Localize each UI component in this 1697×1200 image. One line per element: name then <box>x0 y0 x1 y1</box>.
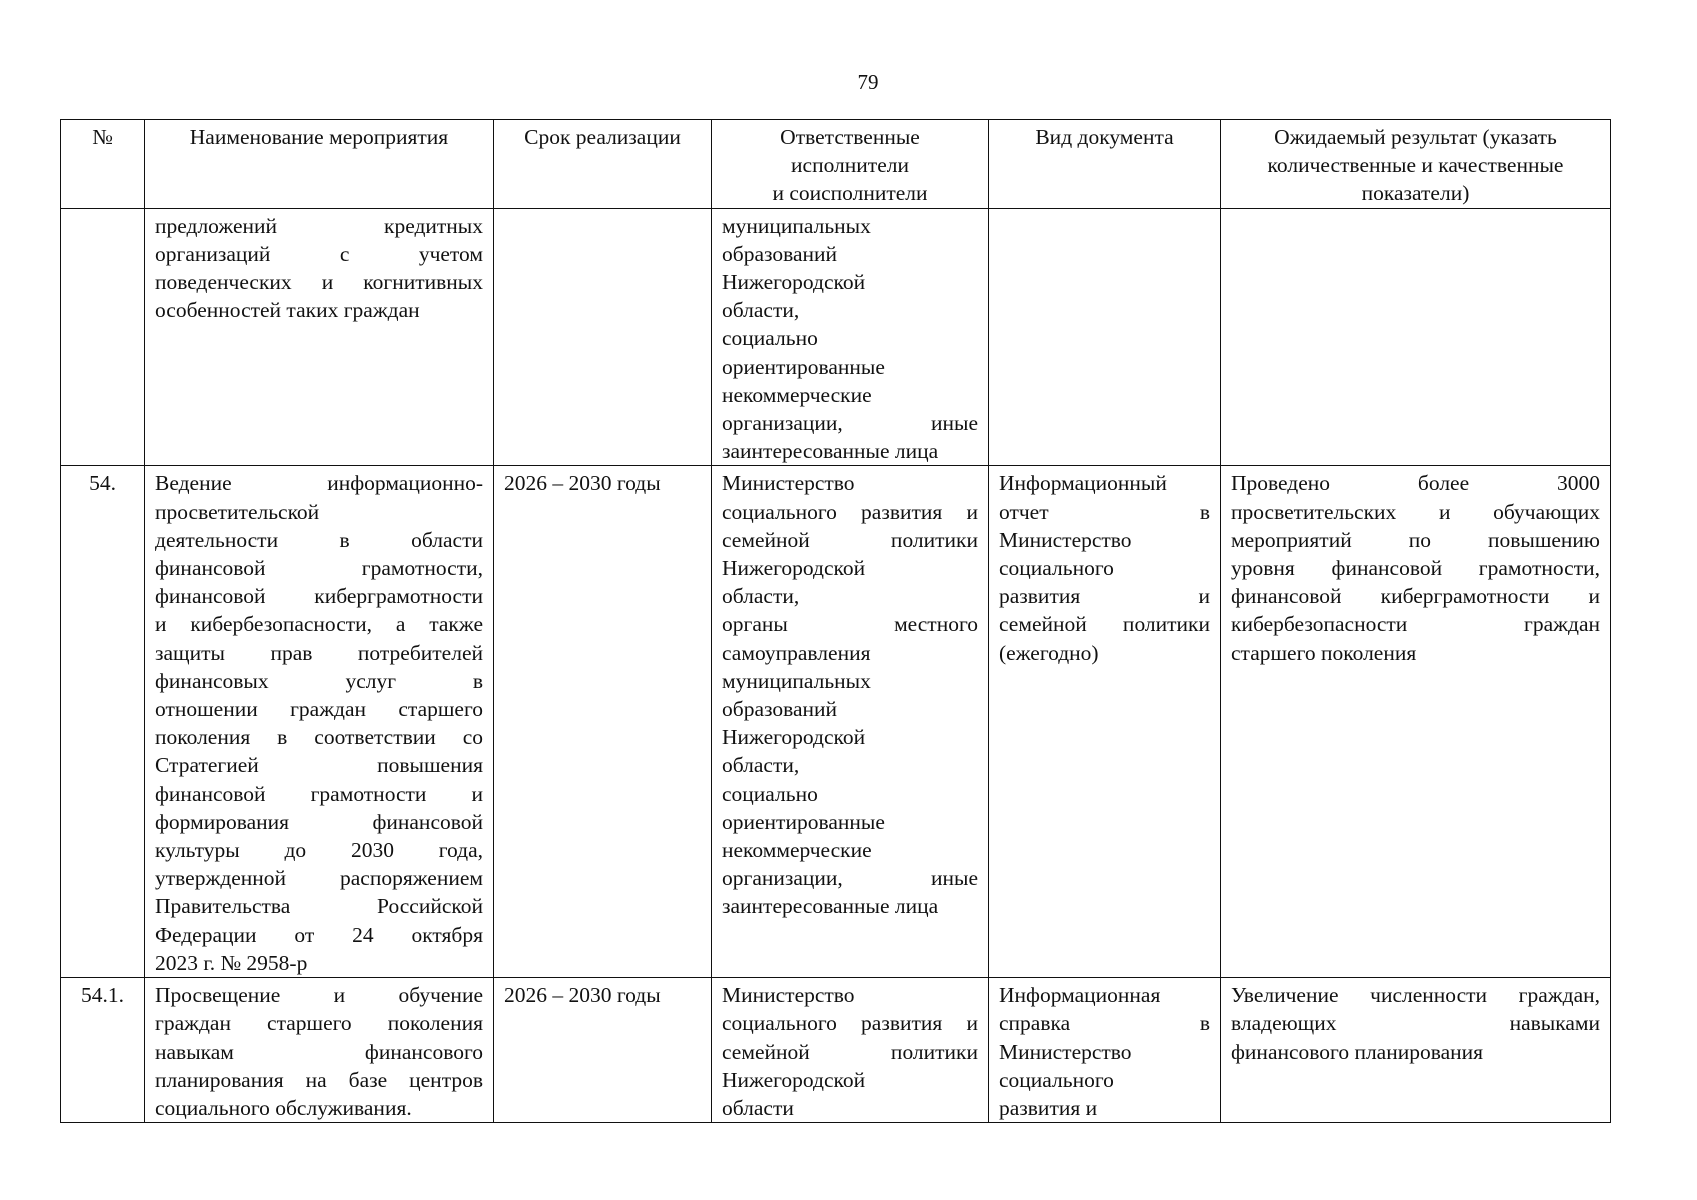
header-name: Наименование мероприятия <box>145 120 494 209</box>
cell-result <box>1221 466 1611 978</box>
cell-doc-type <box>989 208 1221 466</box>
cell-responsible-line: ориентированные <box>722 809 885 834</box>
cell-result-line: Проведено более 3000 <box>1231 471 1600 496</box>
cell-name-line: Федерации от 24 октября <box>155 922 483 947</box>
cell-responsible <box>712 466 989 978</box>
header-responsible-line: исполнители <box>791 153 909 178</box>
cell-result <box>1221 208 1611 466</box>
cell-responsible-line: области <box>722 1095 794 1120</box>
table-header-row <box>61 120 1611 209</box>
cell-result-line: Увеличение численности граждан, <box>1231 983 1600 1008</box>
table-row <box>61 466 1611 978</box>
cell-doc-type-line: семейной политики <box>999 612 1210 637</box>
cell-responsible-line: организации, иные <box>722 866 978 891</box>
cell-responsible-line: Нижегородской <box>722 556 866 581</box>
header-responsible-line: и соисполнители <box>772 181 928 206</box>
cell-doc-type-line: Информационная <box>999 983 1161 1008</box>
cell-name-line: финансовой киберграмотности <box>155 584 483 609</box>
header-result-line: показатели) <box>1361 181 1470 206</box>
cell-name <box>145 466 494 978</box>
cell-responsible-line: социального развития и <box>722 1011 978 1036</box>
cell-name-line: защиты прав потребителей <box>155 640 483 665</box>
cell-responsible-line: организации, иные <box>722 411 978 436</box>
cell-responsible-line: муниципальных <box>722 668 871 693</box>
cell-responsible-line: социально <box>722 781 818 806</box>
cell-name-line: отношении граждан старшего <box>155 697 483 722</box>
cell-result-line: финансовой киберграмотности и <box>1231 584 1600 609</box>
cell-responsible-line: социального развития и <box>722 499 978 524</box>
cell-name-line: утвержденной распоряжением <box>155 866 483 891</box>
cell-responsible-line: Нижегородской <box>722 270 866 295</box>
cell-responsible-line: органы местного <box>722 612 978 637</box>
cell-responsible-line: муниципальных <box>722 213 871 238</box>
cell-responsible-line: образований <box>722 241 838 266</box>
header-term: Срок реализации <box>494 120 712 209</box>
cell-name-line: финансовой грамотности и <box>155 781 483 806</box>
cell-responsible-line: некоммерческие <box>722 838 872 863</box>
cell-responsible-line: области, <box>722 298 800 323</box>
cell-responsible-line: области, <box>722 584 800 609</box>
cell-responsible-line: Министерство <box>722 983 855 1008</box>
table-row <box>61 978 1611 1123</box>
cell-responsible-line: социально <box>722 326 818 351</box>
cell-name-line: деятельности в области <box>155 527 483 552</box>
cell-doc-type-line: отчет в <box>999 499 1210 524</box>
cell-term <box>494 208 712 466</box>
cell-name <box>145 978 494 1123</box>
cell-num <box>61 208 145 466</box>
cell-name-line: и кибербезопасности, а также <box>155 612 483 637</box>
cell-responsible <box>712 208 989 466</box>
cell-result-line: владеющих навыками <box>1231 1011 1600 1036</box>
cell-name-line: планирования на базе центров <box>155 1067 483 1092</box>
cell-name-line: Просвещение и обучение <box>155 983 483 1008</box>
cell-responsible-line: заинтересованные лица <box>722 894 939 919</box>
cell-name-line: поколения в соответствии со <box>155 725 483 750</box>
cell-doc-type-line: социального <box>999 556 1114 581</box>
cell-name-line: 2023 г. № 2958-р <box>155 950 308 975</box>
cell-term: 2026 – 2030 годы <box>494 978 712 1123</box>
cell-name-line: Ведение информационно- <box>155 471 483 496</box>
cell-result-line: старшего поколения <box>1231 640 1417 665</box>
cell-responsible-line: образований <box>722 697 838 722</box>
cell-responsible-line: ориентированные <box>722 354 885 379</box>
cell-name-line: социального обслуживания. <box>155 1095 412 1120</box>
cell-name-line: навыкам финансового <box>155 1039 483 1064</box>
cell-term: 2026 – 2030 годы <box>494 466 712 978</box>
table-body <box>61 208 1611 1123</box>
cell-responsible-line: Министерство <box>722 471 855 496</box>
cell-name-line: финансовых услуг в <box>155 668 483 693</box>
header-doc-type: Вид документа <box>989 120 1221 209</box>
cell-doc-type-line: социального <box>999 1067 1114 1092</box>
cell-doc-type-line: развития и <box>999 584 1210 609</box>
cell-responsible-line: заинтересованные лица <box>722 439 939 464</box>
header-num: № <box>61 120 145 209</box>
page-number: 79 <box>857 70 879 94</box>
header-responsible <box>712 120 989 209</box>
cell-name-line: граждан старшего поколения <box>155 1011 483 1036</box>
cell-responsible-line: семейной политики <box>722 1039 978 1064</box>
cell-name-line: формирования финансовой <box>155 809 483 834</box>
cell-doc-type-line: Информационный <box>999 471 1167 496</box>
cell-name-line: организаций с учетом <box>155 241 483 266</box>
cell-doc-type <box>989 466 1221 978</box>
cell-num: 54. <box>61 466 145 978</box>
header-result <box>1221 120 1611 209</box>
cell-responsible-line: области, <box>722 753 800 778</box>
events-table <box>60 119 1611 1123</box>
cell-name-line: особенностей таких граждан <box>155 298 420 323</box>
cell-result <box>1221 978 1611 1123</box>
header-result-line: Ожидаемый результат (указать <box>1274 125 1557 149</box>
header-result-line: количественные и качественные <box>1267 153 1564 178</box>
cell-name-line: предложений кредитных <box>155 213 483 238</box>
cell-name-line: просветительской <box>155 499 320 524</box>
cell-result-line: финансового планирования <box>1231 1039 1484 1064</box>
cell-name-line: Стратегией повышения <box>155 753 483 778</box>
cell-doc-type-line: (ежегодно) <box>999 640 1099 665</box>
cell-name-line: культуры до 2030 года, <box>155 838 483 863</box>
cell-doc-type-line: развития и <box>999 1095 1098 1120</box>
header-responsible-line: Ответственные <box>780 125 920 149</box>
cell-num: 54.1. <box>61 978 145 1123</box>
cell-result-line: уровня финансовой грамотности, <box>1231 556 1600 581</box>
cell-name-line: Правительства Российской <box>155 894 483 919</box>
cell-result-line: кибербезопасности граждан <box>1231 612 1600 637</box>
table-row <box>61 208 1611 466</box>
cell-name-line: поведенческих и когнитивных <box>155 270 483 295</box>
cell-name-line: финансовой грамотности, <box>155 556 483 581</box>
cell-name <box>145 208 494 466</box>
cell-doc-type-line: Министерство <box>999 527 1132 552</box>
cell-doc-type-line: Министерство <box>999 1039 1132 1064</box>
cell-responsible-line: некоммерческие <box>722 382 872 407</box>
cell-responsible-line: Нижегородской <box>722 725 866 750</box>
cell-result-line: просветительских и обучающих <box>1231 499 1600 524</box>
cell-responsible-line: Нижегородской <box>722 1067 866 1092</box>
cell-responsible-line: семейной политики <box>722 527 978 552</box>
cell-result-line: мероприятий по повышению <box>1231 527 1600 552</box>
cell-doc-type <box>989 978 1221 1123</box>
cell-responsible <box>712 978 989 1123</box>
cell-responsible-line: самоуправления <box>722 640 871 665</box>
cell-doc-type-line: справка в <box>999 1011 1210 1036</box>
